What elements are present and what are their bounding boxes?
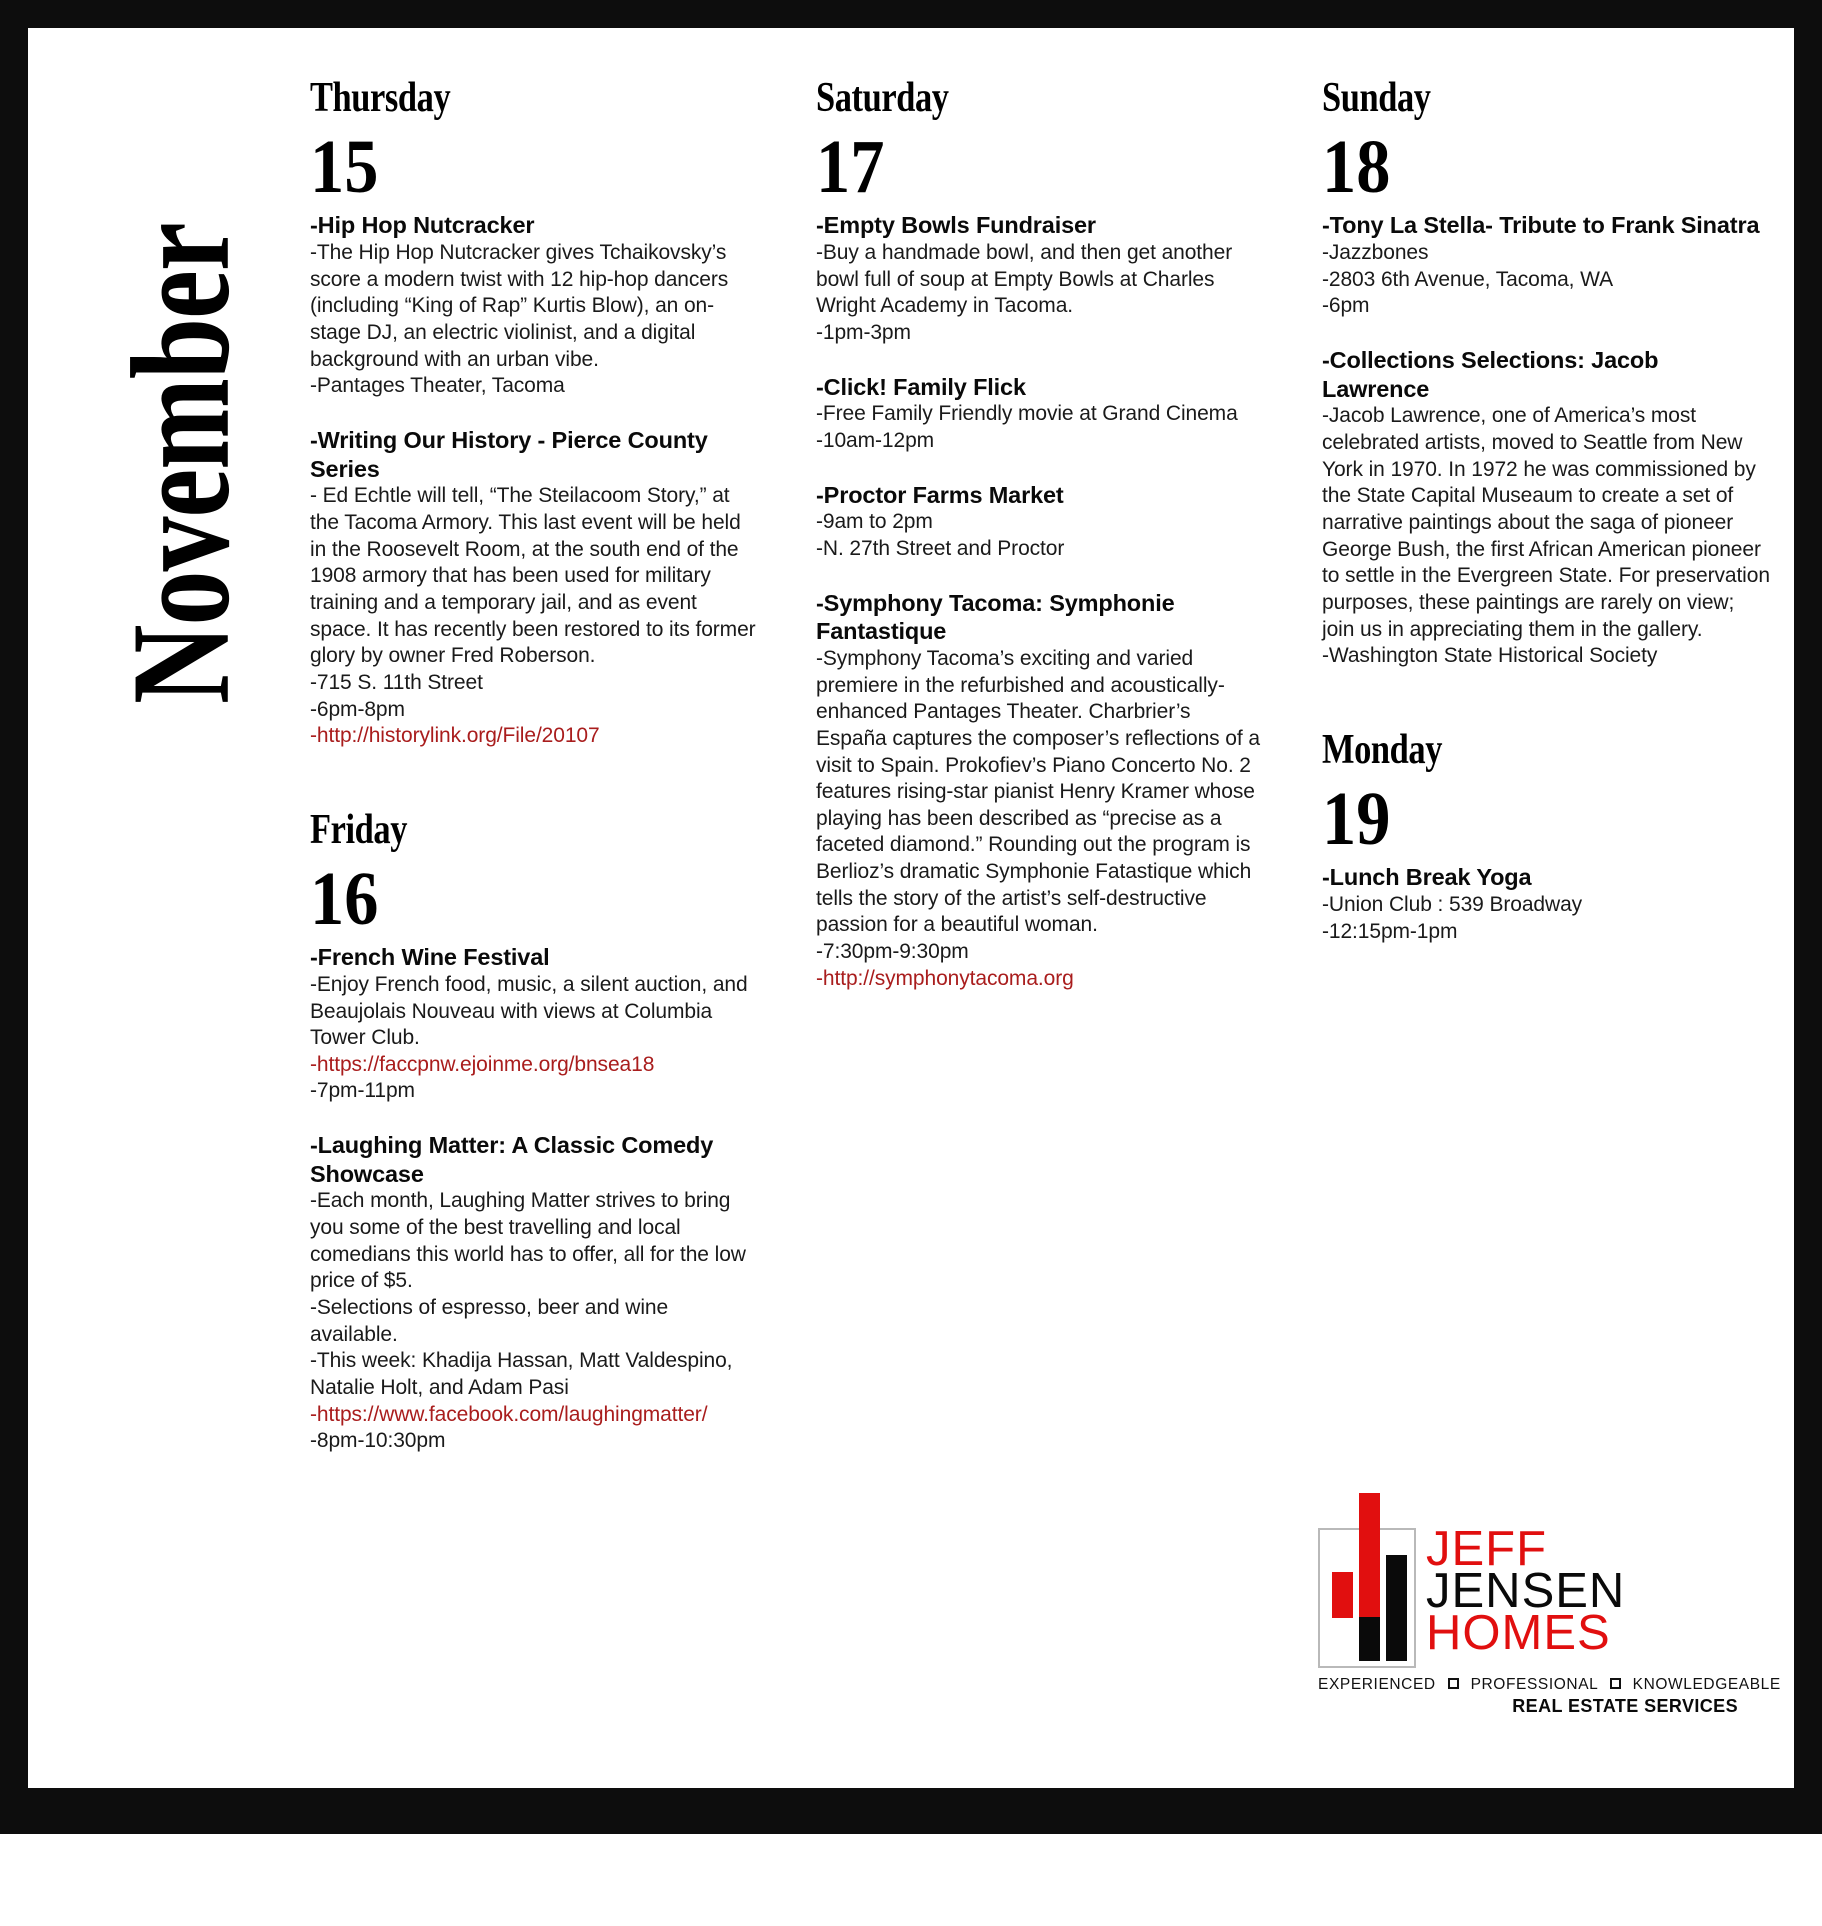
- event-detail-line: -Union Club : 539 Broadway: [1322, 892, 1583, 916]
- event-detail-line: -7pm-11pm: [310, 1079, 415, 1103]
- event-title: -Proctor Farms Market: [816, 481, 1064, 508]
- event-detail-line: -12:15pm-1pm: [1322, 919, 1458, 943]
- event-entry: [310, 1131, 758, 1455]
- event-entry: [816, 481, 1264, 563]
- calendar-columns: [310, 76, 1770, 1459]
- jeff-jensen-homes-logo: [1318, 1522, 1781, 1748]
- logo-word-jeff: JEFF: [1426, 1522, 1548, 1576]
- month-title: November: [102, 223, 259, 704]
- event-detail-line: -9am to 2pm: [816, 510, 933, 534]
- event-detail-line: -7:30pm-9:30pm: [816, 940, 969, 964]
- logo-tagline-1: EXPERIENCED: [1318, 1676, 1436, 1693]
- event-detail-line: -10am-12pm: [816, 428, 935, 452]
- event-detail-line: -6pm: [1322, 294, 1370, 318]
- logo-bar-red-short: [1332, 1572, 1353, 1618]
- day-number: 17: [816, 125, 885, 210]
- event-title: -Lunch Break Yoga: [1322, 864, 1532, 891]
- day-number: 16: [310, 857, 379, 942]
- logo-tagline-3: KNOWLEDGEABLE: [1632, 1676, 1781, 1693]
- event-title: -Click! Family Flick: [816, 373, 1026, 400]
- bottom-white-margin: [0, 1834, 1822, 1926]
- day-name: Saturday: [816, 75, 949, 121]
- event-detail-line: -This week: Khadija Hassan, Matt Valdespino, Natalie Holt, and Adam Pasi: [310, 1349, 733, 1400]
- event-entry: [816, 589, 1264, 993]
- logo-word-homes: HOMES: [1426, 1606, 1611, 1661]
- logo-wordmark: [1426, 1522, 1626, 1661]
- event-title: -Hip Hop Nutcracker: [310, 212, 535, 239]
- poster-page: [28, 28, 1794, 1788]
- event-detail-line: -715 S. 11th Street: [310, 670, 483, 694]
- day-name: Friday: [310, 806, 408, 853]
- column-2: [816, 76, 1264, 1459]
- bottom-frame-band: [0, 1788, 1822, 1834]
- event-detail-line: -2803 6th Avenue, Tacoma, WA: [1322, 267, 1613, 291]
- logo-tagline-2: PROFESSIONAL: [1470, 1676, 1598, 1693]
- day-block: [1322, 728, 1770, 945]
- day-block: [310, 76, 758, 750]
- event-entry: [310, 943, 758, 1105]
- event-detail-line: -Washington State Historical Society: [1322, 644, 1658, 668]
- square-bullet-icon: [1448, 1678, 1459, 1689]
- square-bullet-icon: [1610, 1678, 1621, 1689]
- event-title: -French Wine Festival: [310, 944, 550, 971]
- event-title: -Tony La Stella- Tribute to Frank Sinatra: [1322, 212, 1760, 239]
- logo-row: [1318, 1522, 1738, 1668]
- event-link[interactable]: -https://www.facebook.com/laughingmatter/: [310, 1402, 708, 1426]
- event-detail-line: -Jacob Lawrence, one of America’s most celebrated artists, moved to Seattle from New York in 1970. In 1972 he was commissioned by the State Capital Museaum to create a set of narrative paintings about the saga of pioneer George Bush, the first African American pioneer to settle in the Evergreen State. For preservation purposes, these paintings are rarely on view; join us in appreciating them in the gallery.: [1322, 404, 1770, 641]
- event-detail-line: -8pm-10:30pm: [310, 1429, 446, 1453]
- day-number: 19: [1322, 777, 1391, 862]
- event-detail-line: -Free Family Friendly movie at Grand Cinema: [816, 402, 1238, 426]
- event-title: -Symphony Tacoma: Symphonie Fantastique: [816, 589, 1175, 645]
- logo-bar-black-short: [1359, 1617, 1380, 1661]
- month-title-wrap: [92, 68, 259, 708]
- day-block: [310, 808, 758, 1455]
- event-title: -Writing Our History - Pierce County Series: [310, 426, 708, 482]
- event-detail-line: -Pantages Theater, Tacoma: [310, 374, 565, 398]
- event-title: -Collections Selections: Jacob Lawrence: [1322, 346, 1659, 402]
- day-block: [816, 76, 1264, 992]
- column-3: [1322, 76, 1770, 1459]
- event-detail-line: -Buy a handmade bowl, and then get another bowl full of soup at Empty Bowls at Charles Wright Academy in Tacoma.: [816, 241, 1233, 318]
- day-number: 18: [1322, 125, 1391, 210]
- event-entry: [310, 426, 758, 750]
- event-entry: [1322, 211, 1770, 320]
- logo-bars-icon: [1318, 1528, 1416, 1668]
- column-1: [310, 76, 758, 1459]
- logo-bar-red-tall: [1359, 1493, 1380, 1621]
- day-name: Thursday: [310, 75, 451, 121]
- event-entry: [816, 373, 1264, 455]
- logo-word-jensen: JENSEN: [1426, 1564, 1626, 1619]
- event-entry: [310, 211, 758, 400]
- event-detail-line: - Ed Echtle will tell, “The Steilacoom Story,” at the Tacoma Armory. This last event will be held in the Roosevelt Room, at the south end of the 1908 armory that has been used for military training and a temporary jail, and as event space. It has recently been restored to its former glory by owner Fred Roberson.: [310, 484, 756, 668]
- logo-tagline: [1318, 1676, 1781, 1694]
- event-entry: [1322, 863, 1770, 945]
- event-entry: [816, 211, 1264, 346]
- day-name: Sunday: [1322, 75, 1431, 121]
- day-number: 15: [310, 125, 379, 210]
- event-detail-line: -Selections of espresso, beer and wine available.: [310, 1296, 669, 1346]
- event-detail-line: -Enjoy French food, music, a silent auction, and Beaujolais Nouveau with views at Columbia Tower Club.: [310, 972, 748, 1050]
- event-detail-line: -Symphony Tacoma’s exciting and varied premiere in the refurbished and acoustically-enhanced Pantages Theater. Charbrier’s España captures the composer’s reflections of a visit to Spain. Prokofiev’s Piano Concerto No. 2 features rising-star pianist Henry Kramer whose playing has been described as “precise as a faceted diamond.” Rounding out the program is Berlioz’s dramatic Symphonie Fatastique which tells the story of the artist’s self-destructive passion for a beautiful woman.: [816, 646, 1260, 937]
- event-detail-line: -Jazzbones: [1322, 241, 1429, 265]
- day-block: [1322, 76, 1770, 670]
- event-detail-line: -6pm-8pm: [310, 697, 405, 721]
- event-detail-line: -1pm-3pm: [816, 320, 911, 344]
- event-link[interactable]: -http://historylink.org/File/20107: [310, 724, 600, 748]
- day-name: Monday: [1322, 726, 1443, 773]
- logo-subline: REAL ESTATE SERVICES: [1512, 1696, 1738, 1716]
- event-detail-line: -Each month, Laughing Matter strives to bring you some of the best travelling and local comedians this world has to offer, all for the low price of $5.: [310, 1189, 746, 1293]
- event-detail-line: -The Hip Hop Nutcracker gives Tchaikovsky’s score a modern twist with 12 hip-hop dancers (including “King of Rap” Kurtis Blow), an on-stage DJ, an electric violinist, and a digital background with an urban vibe.: [310, 241, 729, 371]
- event-detail-line: -N. 27th Street and Proctor: [816, 536, 1065, 560]
- logo-bar-black-tall: [1386, 1555, 1407, 1661]
- event-link[interactable]: -http://symphonytacoma.org: [816, 966, 1074, 990]
- event-title: -Laughing Matter: A Classic Comedy Showcase: [310, 1132, 714, 1187]
- event-link[interactable]: -https://faccpnw.ejoinme.org/bnsea18: [310, 1052, 655, 1076]
- event-entry: [1322, 346, 1770, 670]
- event-title: -Empty Bowls Fundraiser: [816, 212, 1096, 239]
